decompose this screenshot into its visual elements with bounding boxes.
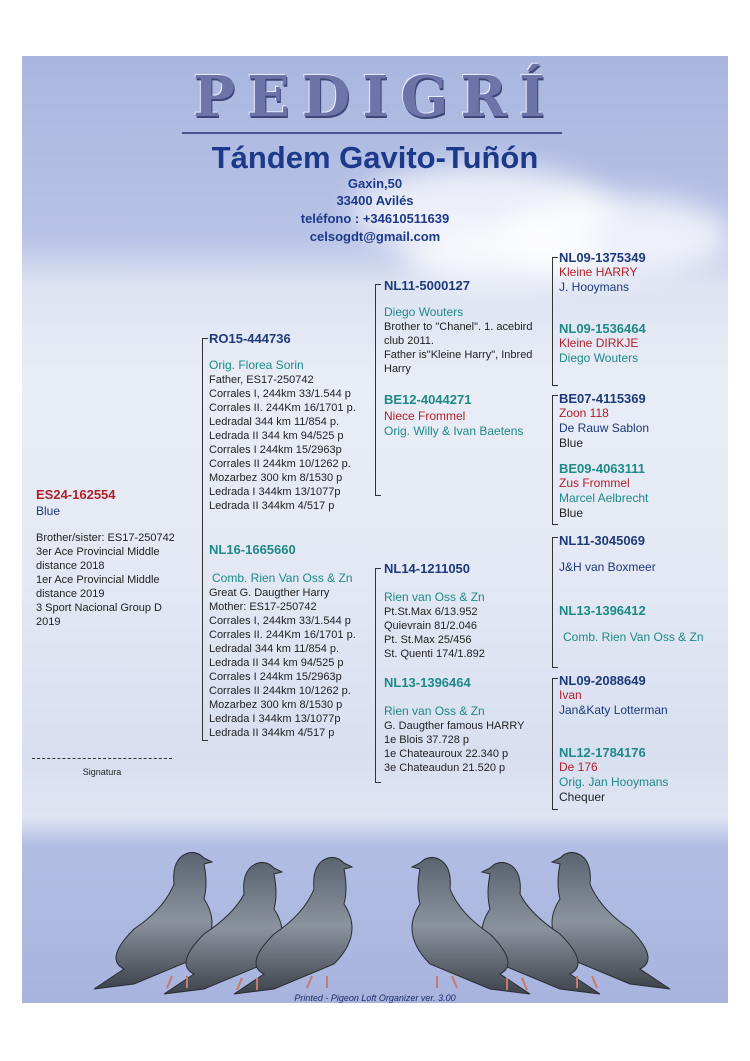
ff-notes — [384, 320, 549, 376]
note-line: Brother to "Chanel". 1. acebird — [384, 321, 533, 333]
fmf-color: Blue — [559, 436, 584, 450]
note-line: Corrales II 244km 10/1262 p. — [209, 458, 351, 470]
mother-ring: NL16-1665660 — [209, 542, 296, 557]
mmm-breeder: Orig. Jan Hooymans — [559, 775, 669, 789]
note-line: Ledrada I 344km 13/1077p — [209, 713, 341, 725]
fmm-name: Zus Frommel — [559, 476, 630, 490]
father-card — [209, 331, 379, 513]
note-line: Ledradal 344 km 11/854 p. — [209, 643, 340, 655]
note-line: Mother: ES17-250742 — [209, 601, 317, 613]
mother-breeder: Comb. Rien Van Oss & Zn — [212, 571, 353, 585]
fff-breeder: J. Hooymans — [559, 280, 630, 294]
note-line: 3 Sport Nacional Group D — [36, 602, 162, 614]
mm-breeder: Rien van Oss & Zn — [384, 704, 485, 718]
mmf-ring: NL09-2088649 — [559, 673, 646, 688]
note-line: St. Quenti 174/1.892 — [384, 648, 485, 660]
note-line: Corrales I, 244km 33/1.544 p — [209, 615, 351, 627]
connector-gen3-mm — [552, 678, 558, 810]
maternal-grandfather-card — [384, 561, 549, 661]
paternal-grandmother-card — [384, 392, 549, 439]
ff-breeder: Diego Wouters — [384, 305, 464, 319]
mm-notes — [384, 719, 549, 775]
father-ring: RO15-444736 — [209, 331, 291, 346]
mother-notes — [209, 586, 379, 740]
note-line: distance 2018 — [36, 560, 105, 572]
fmf-ring: BE07-4115369 — [559, 391, 646, 406]
note-line: Corrales II. 244Km 16/1701 p. — [209, 629, 356, 641]
mm-ring: NL13-1396464 — [384, 675, 471, 690]
mf-notes — [384, 605, 549, 661]
fmf-card — [559, 391, 724, 451]
subject-card — [36, 487, 206, 629]
mfm-ring: NL13-1396412 — [559, 603, 646, 618]
note-line: Great G. Daugther Harry — [209, 587, 330, 599]
ffm-card — [559, 321, 724, 366]
note-line: Mozarbez 300 km 8/1530 p — [209, 472, 343, 484]
note-line: 1e Blois 37.728 p — [384, 734, 470, 746]
ffm-ring: NL09-1536464 — [559, 321, 646, 336]
paternal-grandfather-card — [384, 278, 549, 376]
note-line: Corrales II 244km 10/1262 p. — [209, 685, 351, 697]
fmm-ring: BE09-4063111 — [559, 461, 646, 476]
father-notes — [209, 373, 379, 513]
connector-gen2-father — [375, 284, 381, 496]
connector-gen1 — [202, 338, 208, 741]
address-line-1: Gaxin,50 — [347, 176, 403, 191]
fmf-breeder: De Rauw Sablon — [559, 421, 650, 435]
note-line: G. Daugther famous HARRY — [384, 720, 525, 732]
mff-ring: NL11-3045069 — [559, 533, 646, 548]
note-line: club 2011. — [384, 335, 434, 347]
fm-name: Niece Frommel — [384, 409, 466, 423]
fmm-breeder: Marcel Aelbrecht — [559, 491, 649, 505]
note-line: Quievrain 81/2.046 — [384, 620, 477, 632]
printed-footer: Printed - Pigeon Loft Organizer ver. 3.00 — [294, 993, 456, 1003]
note-line: Ledrada I 344km 13/1077p — [209, 486, 341, 498]
mother-card — [209, 542, 379, 740]
mmm-ring: NL12-1784176 — [559, 745, 646, 760]
fff-card — [559, 250, 724, 295]
connector-gen3-mf — [552, 537, 558, 668]
note-line: Corrales I, 244km 33/1.544 p — [209, 388, 351, 400]
pigeon-right-group — [412, 852, 670, 994]
mff-card — [559, 533, 724, 575]
note-line: 3er Ace Provincial Middle — [36, 546, 160, 558]
mmf-name: Ivan — [559, 688, 582, 702]
pigeons-illustration — [62, 836, 702, 996]
mmm-card — [559, 745, 724, 805]
fm-ring: BE12-4044271 — [384, 392, 472, 407]
subject-notes — [36, 531, 206, 629]
owner-name: Tándem Gavito-Tuñón — [211, 140, 539, 175]
mmf-breeder: Jan&Katy Lotterman — [559, 703, 668, 717]
note-line: Ledrada II 344 km 94/525 p — [209, 430, 344, 442]
fff-name: Kleine HARRY — [559, 265, 638, 279]
note-line: 1e Chateauroux 22.340 p — [384, 748, 509, 760]
note-line: 3e Chateaudun 21.520 p — [384, 762, 506, 774]
note-line: Corrales II. 244Km 16/1701 p. — [209, 402, 356, 414]
mff-breeder: J&H van Boxmeer — [559, 560, 656, 574]
note-line: distance 2019 — [36, 588, 105, 600]
note-line: Corrales I 244km 15/2963p — [209, 671, 342, 683]
pedigree-sheet — [22, 56, 728, 1003]
subject-color: Blue — [36, 504, 61, 518]
fmf-name: Zoon 118 — [559, 406, 609, 420]
mfm-breeder: Comb. Rien Van Oss & Zn — [563, 630, 704, 644]
father-breeder: Orig. Florea Sorin — [209, 358, 304, 372]
note-line: Pt.St.Max 6/13.952 — [384, 606, 478, 618]
mf-breeder: Rien van Oss & Zn — [384, 590, 485, 604]
maternal-grandmother-card — [384, 675, 549, 775]
note-line: Ledradal 344 km 11/854 p. — [209, 416, 340, 428]
fmm-card — [559, 461, 724, 521]
note-line: 2019 — [36, 616, 61, 628]
address-line-2: 33400 Avilés — [336, 193, 414, 208]
email-address: celsogdt@gmail.com — [309, 229, 441, 244]
mmf-card — [559, 673, 724, 718]
fff-ring: NL09-1375349 — [559, 250, 646, 265]
note-line: Harry — [384, 363, 411, 375]
signature-line — [32, 758, 172, 759]
ff-ring: NL11-5000127 — [384, 278, 471, 293]
ffm-name: Kleine DIRKJE — [559, 336, 639, 350]
mmm-name: De 176 — [559, 760, 598, 774]
signature-label: Signatura — [82, 767, 122, 777]
connector-gen3-ff — [552, 257, 558, 386]
ffm-breeder: Diego Wouters — [559, 351, 639, 365]
mf-ring: NL14-1211050 — [384, 561, 471, 576]
connector-gen3-fm — [552, 395, 558, 525]
note-line: Ledrada II 344km 4/517 p — [209, 500, 335, 512]
pigeon-feet — [167, 976, 597, 990]
note-line: Brother/sister: ES17-250742 — [36, 532, 175, 544]
note-line: Mozarbez 300 km 8/1530 p — [209, 699, 343, 711]
note-line: Pt. St.Max 25/456 — [384, 634, 472, 646]
mmm-color: Chequer — [559, 790, 606, 804]
note-line: Ledrada II 344km 4/517 p — [209, 727, 335, 739]
phone-number: teléfono : +34610511639 — [300, 211, 450, 226]
note-line: Father, ES17-250742 — [209, 374, 314, 386]
pigeon-left-group — [94, 852, 352, 994]
mfm-card — [559, 603, 728, 645]
subject-ring: ES24-162554 — [36, 487, 116, 502]
note-line: Corrales I 244km 15/2963p — [209, 444, 342, 456]
title-divider — [182, 132, 562, 134]
fm-breeder: Orig. Willy & Ivan Baetens — [384, 424, 524, 438]
note-line: 1er Ace Provincial Middle — [36, 574, 160, 586]
connector-gen2-mother — [375, 568, 381, 783]
note-line: Ledrada II 344 km 94/525 p — [209, 657, 344, 669]
fmm-color: Blue — [559, 506, 584, 520]
pedigree-title: PEDIGRÍ — [192, 64, 558, 130]
note-line: Father is"Kleine Harry", Inbred — [384, 349, 533, 361]
